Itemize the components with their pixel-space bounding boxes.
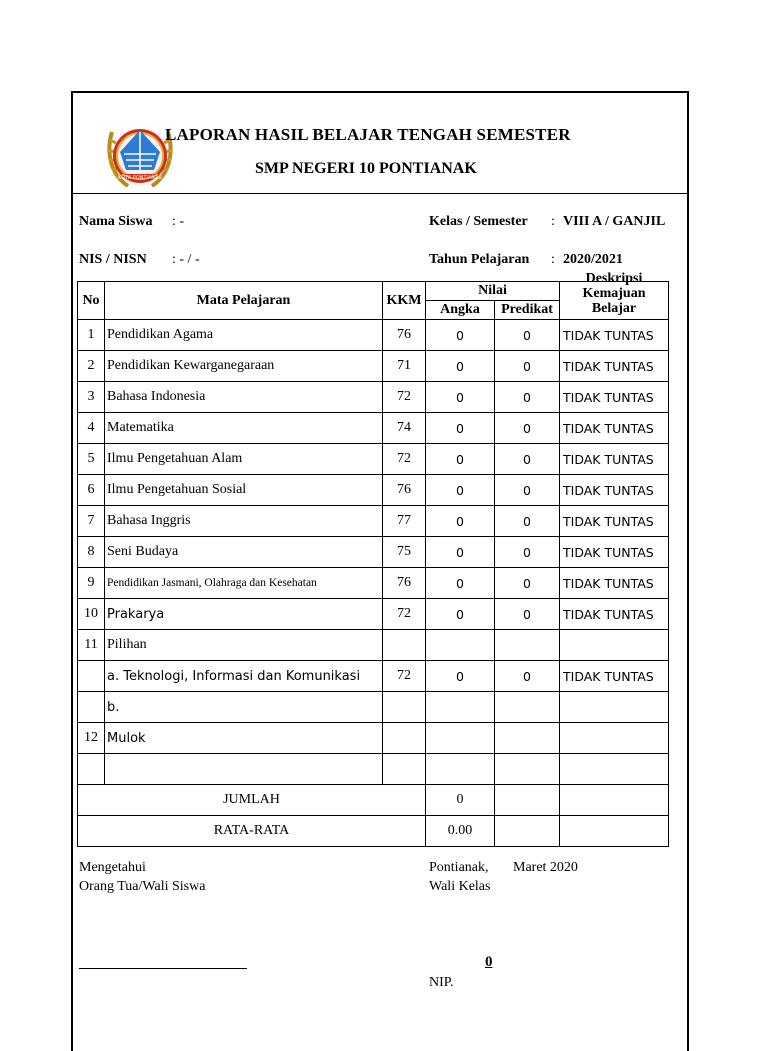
row-subject: Seni Budaya (105, 537, 383, 568)
row-number: 10 (78, 599, 105, 630)
row-predicate: 0 (495, 320, 560, 351)
row-kkm (383, 723, 426, 754)
row-number: 1 (78, 320, 105, 351)
table-row (78, 475, 669, 506)
row-number: 11 (78, 630, 105, 661)
header-desc-line2: Kemajuan (582, 286, 646, 301)
row-description: TIDAK TUNTAS (560, 537, 669, 568)
place-label: Pontianak, (429, 860, 489, 875)
row-number (78, 661, 105, 692)
table-header-row (78, 282, 669, 301)
teacher-name: 0 (485, 954, 493, 970)
row-description: TIDAK TUNTAS (560, 320, 669, 351)
row-kkm: 76 (383, 475, 426, 506)
row-description: TIDAK TUNTAS (560, 382, 669, 413)
table-row (78, 692, 669, 723)
row-number (78, 692, 105, 723)
row-predicate: 0 (495, 382, 560, 413)
row-subject: Ilmu Pengetahuan Alam (105, 444, 383, 475)
row-score: 0 (426, 382, 495, 413)
row-description: TIDAK TUNTAS (560, 475, 669, 506)
class-label: Kelas / Semester (429, 214, 528, 229)
header-subject: Mata Pelajaran (105, 282, 383, 320)
row-predicate (495, 754, 560, 785)
row-description (560, 692, 669, 723)
row-score: 0 (426, 444, 495, 475)
row-kkm (383, 630, 426, 661)
row-description: TIDAK TUNTAS (560, 506, 669, 537)
row-kkm (383, 692, 426, 723)
row-kkm: 74 (383, 413, 426, 444)
row-subject: Pendidikan Agama (105, 320, 383, 351)
row-subject (105, 754, 383, 785)
row-description (560, 630, 669, 661)
row-number: 7 (78, 506, 105, 537)
row-subject: a. Teknologi, Informasi dan Komunikasi (105, 661, 383, 692)
row-number: 5 (78, 444, 105, 475)
row-predicate: 0 (495, 444, 560, 475)
row-predicate: 0 (495, 475, 560, 506)
table-row (78, 537, 669, 568)
row-subject: b. (105, 692, 383, 723)
total-row (78, 785, 669, 816)
row-predicate: 0 (495, 568, 560, 599)
class-value: VIII A / GANJIL (563, 214, 666, 229)
header-desc-line1: Deskripsi (585, 271, 643, 286)
average-label: RATA-RATA (78, 816, 426, 847)
table-row (78, 382, 669, 413)
row-number: 4 (78, 413, 105, 444)
row-kkm: 77 (383, 506, 426, 537)
date-label: Maret 2020 (513, 860, 578, 875)
row-kkm: 72 (383, 382, 426, 413)
row-predicate: 0 (495, 537, 560, 568)
row-predicate (495, 630, 560, 661)
class-separator: : (551, 214, 555, 229)
year-separator: : (551, 252, 555, 267)
row-subject: Prakarya (105, 599, 383, 630)
table-row (78, 320, 669, 351)
row-predicate (495, 723, 560, 754)
row-subject: Pendidikan Jasmani, Olahraga dan Kesehatan (105, 568, 383, 599)
row-description (560, 723, 669, 754)
row-kkm: 75 (383, 537, 426, 568)
row-score (426, 692, 495, 723)
table-row (78, 630, 669, 661)
row-predicate: 0 (495, 351, 560, 382)
header-angka: Angka (426, 301, 495, 320)
table-row (78, 506, 669, 537)
row-kkm: 71 (383, 351, 426, 382)
table-row (78, 351, 669, 382)
table-row (78, 568, 669, 599)
row-score (426, 630, 495, 661)
row-kkm: 72 (383, 444, 426, 475)
row-score: 0 (426, 506, 495, 537)
table-row (78, 413, 669, 444)
year-label: Tahun Pelajaran (429, 252, 530, 267)
header-kkm: KKM (383, 282, 426, 320)
row-score: 0 (426, 661, 495, 692)
row-description: TIDAK TUNTAS (560, 568, 669, 599)
acknowledged-label: Mengetahui (79, 860, 146, 875)
total-value: 0 (426, 785, 495, 816)
header-description (560, 271, 669, 320)
row-number: 9 (78, 568, 105, 599)
row-subject: Mulok (105, 723, 383, 754)
header-nilai: Nilai (426, 282, 560, 301)
row-score (426, 754, 495, 785)
row-score: 0 (426, 351, 495, 382)
row-score: 0 (426, 413, 495, 444)
row-kkm: 72 (383, 661, 426, 692)
row-score: 0 (426, 568, 495, 599)
row-number: 2 (78, 351, 105, 382)
row-predicate: 0 (495, 506, 560, 537)
header-desc-line3: Belajar (591, 301, 637, 316)
row-description: TIDAK TUNTAS (560, 599, 669, 630)
row-subject: Pendidikan Kewarganegaraan (105, 351, 383, 382)
row-number: 6 (78, 475, 105, 506)
header-no: No (78, 282, 105, 320)
row-score (426, 723, 495, 754)
year-value: 2020/2021 (563, 252, 623, 267)
row-number: 8 (78, 537, 105, 568)
row-subject: Bahasa Inggris (105, 506, 383, 537)
row-subject: Matematika (105, 413, 383, 444)
row-predicate: 0 (495, 413, 560, 444)
average-row (78, 816, 669, 847)
row-score: 0 (426, 320, 495, 351)
table-row (78, 754, 669, 785)
total-label: JUMLAH (78, 785, 426, 816)
school-name: SMP NEGERI 10 PONTIANAK (255, 160, 477, 177)
row-description (560, 754, 669, 785)
name-label: Nama Siswa (79, 214, 153, 229)
row-description: TIDAK TUNTAS (560, 661, 669, 692)
name-value: : - (172, 214, 185, 229)
row-number: 3 (78, 382, 105, 413)
row-kkm: 76 (383, 568, 426, 599)
row-number: 12 (78, 723, 105, 754)
header-predikat: Predikat (495, 301, 560, 320)
row-score: 0 (426, 475, 495, 506)
report-title: LAPORAN HASIL BELAJAR TENGAH SEMESTER (165, 125, 571, 144)
row-description: TIDAK TUNTAS (560, 413, 669, 444)
average-value: 0.00 (426, 816, 495, 847)
row-number (78, 754, 105, 785)
row-description: TIDAK TUNTAS (560, 351, 669, 382)
row-kkm (383, 754, 426, 785)
row-score: 0 (426, 599, 495, 630)
homeroom-teacher-label: Wali Kelas (429, 879, 491, 894)
logo-text: KOTA PONTIANAK (118, 175, 162, 181)
row-predicate (495, 692, 560, 723)
row-score: 0 (426, 537, 495, 568)
row-kkm: 72 (383, 599, 426, 630)
row-description: TIDAK TUNTAS (560, 444, 669, 475)
nis-label: NIS / NISN (79, 252, 147, 267)
row-predicate: 0 (495, 661, 560, 692)
row-subject: Ilmu Pengetahuan Sosial (105, 475, 383, 506)
nip-label: NIP. (429, 975, 454, 990)
table-row (78, 444, 669, 475)
row-kkm: 76 (383, 320, 426, 351)
row-subject: Bahasa Indonesia (105, 382, 383, 413)
table-row (78, 599, 669, 630)
parent-signature-line (79, 968, 247, 969)
parent-label: Orang Tua/Wali Siswa (79, 879, 206, 894)
row-subject: Pilihan (105, 630, 383, 661)
table-row (78, 723, 669, 754)
table-row (78, 661, 669, 692)
row-predicate: 0 (495, 599, 560, 630)
grades-table (77, 271, 669, 847)
nis-value: : - / - (172, 252, 200, 267)
